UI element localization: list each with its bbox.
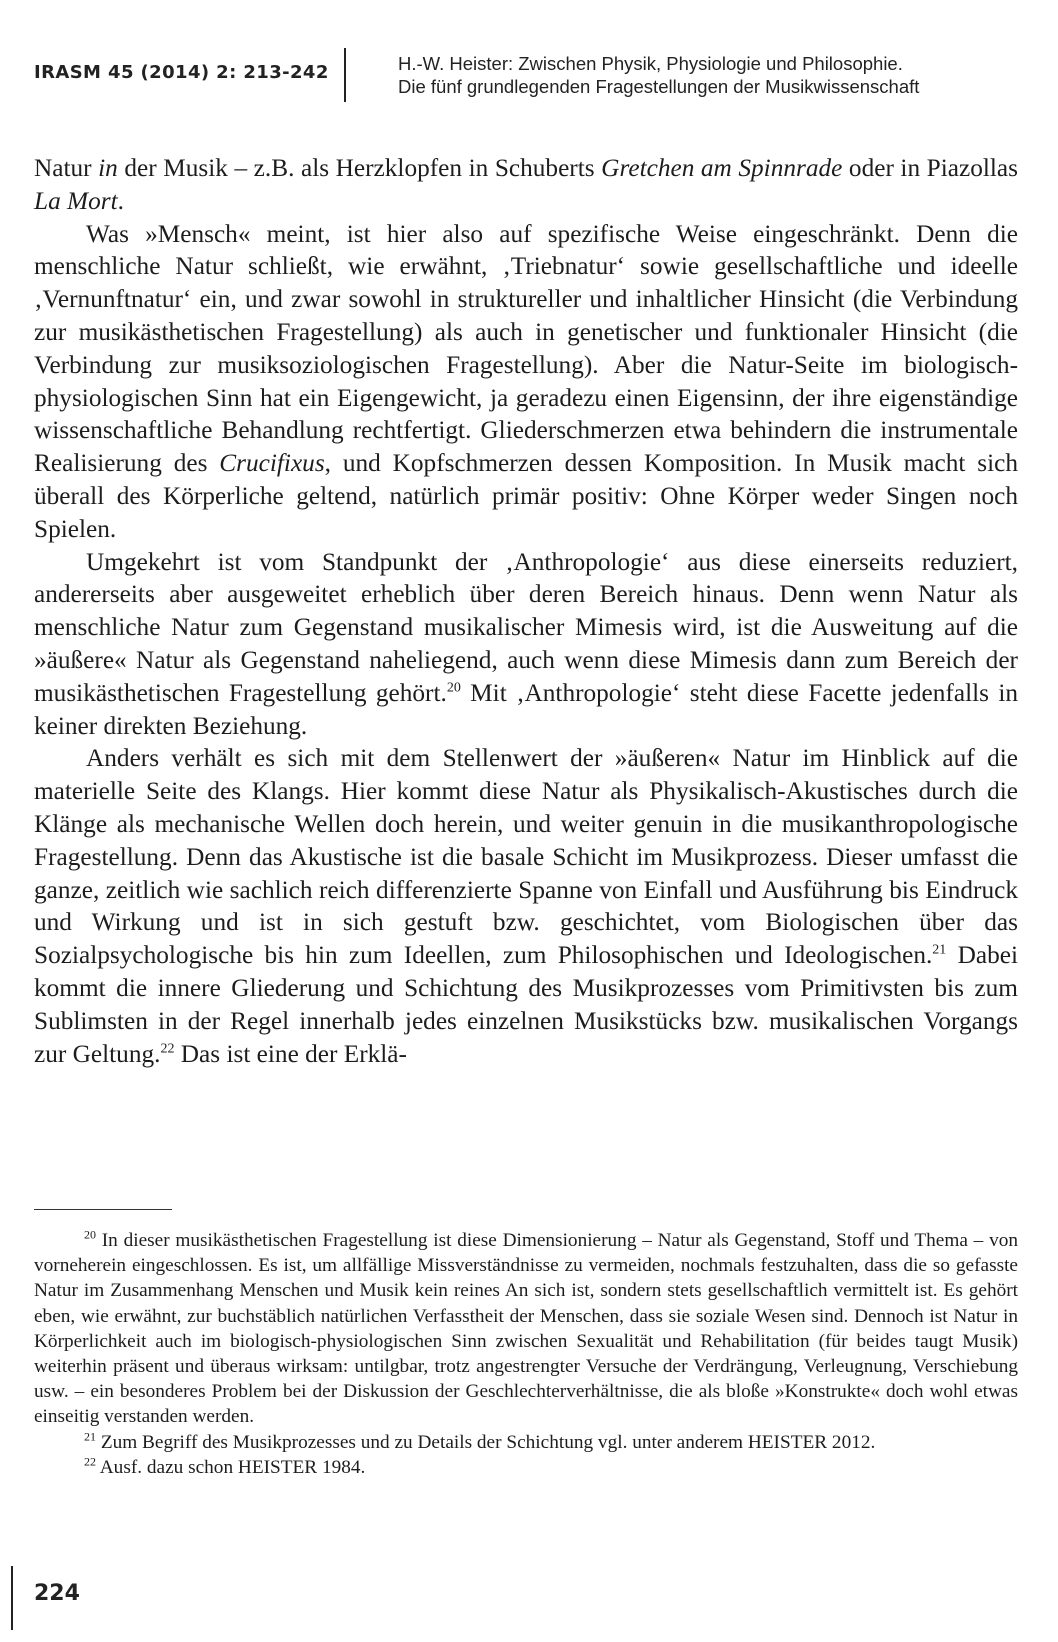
footnote-number: 20 xyxy=(84,1227,96,1242)
paragraph-3: Umgekehrt ist vom Standpunkt der ‚Anthropologie‘ aus diese einerseits reduziert, andererseits aber ausgeweitet erheblich über deren Bereich hinaus. Denn wenn Natur als menschliche Natur zum Gegenstand musikalischer Mimesis wird, ist die Ausweitung auf die »äußere« Natur als Gegenstand naheliegend, auch wenn diese Mimesis dann zum Bereich der musikästhetischen Fragestellung gehört.$^{20}$ Mit ‚Anthropologie‘ steht diese Facette jedenfalls in keiner direkten Beziehung. xyxy=(34,547,1019,740)
running-title-line-2: Die fünf grundlegenden Fragestellungen der Musikwissenschaft xyxy=(398,76,920,97)
paragraph-4: Anders verhält es sich mit dem Stellenwert der »äußeren« Natur im Hinblick auf die materielle Seite des Klangs. Hier kommt diese Natur als Physikalisch-Akustisches durch die Klänge als mechanische Wellen doch herein, und weiter genuin in die musikanthropologische Fragestellung. Denn das Akustische ist die basale Schicht im Musikprozess. Dieser umfasst die ganze, zeitlich wie sachlich reich differenzierte Spanne von Einfall und Ausführung bis Eindruck und Wirkung und ist in sich gestuft bzw. geschichtet, vom Biologischen über das Sozialpsychologische bis hin zum Ideellen, zum Philosophischen und Ideologischen.$^{21}$ Dabei kommt die innere Gliederung und Schichtung des Musikprozesses vom Primitivsten bis zum Sublimsten in der Regel innerhalb jedes einzelnen Musikstücks bzw. musikalischen Vorgangs zur Geltung.$^{22}$ Das ist eine der Erklä- xyxy=(34,744,1018,1068)
work-title-crucifixus: Crucifixus xyxy=(219,449,325,478)
emphasis-in: in xyxy=(98,154,118,182)
journal-reference: IRASM 45 (2014) 2: 213-242 xyxy=(34,62,329,83)
footnote-text: Ausf. dazu schon HEISTER 1984. xyxy=(96,1456,366,1478)
footnote-20 xyxy=(34,1228,1018,1430)
page-number: 224 xyxy=(34,1581,80,1606)
footnote-22 xyxy=(34,1455,1018,1480)
footnote-ref-20[interactable]: 20 xyxy=(446,680,461,696)
header-divider xyxy=(344,48,346,102)
work-title-la-mort: La Mort xyxy=(34,186,118,215)
paragraph-2: Was »Mensch« meint, ist hier also auf spezifische Weise eingeschränkt. Denn die menschliche Natur schließt, wie erwähnt, ‚Triebnatur‘ sowie gesellschaftliche und ideelle ‚Vernunftnatur‘ ein, und zwar sowohl in struktureller und inhaltlicher Hinsicht (die Verbindung zur musikästhetischen Fragestellung) als auch in genetischer und funktionaler Hinsicht (die Verbindung zur musiksoziologischen Fragestellung). Aber die Natur-Seite im biologisch-physiologischen Sinn hat ein Eigengewicht, ja geradezu einen Eigensinn, der ihre eigenständige wissenschaftliche Behandlung rechtfertigt. Gliederschmerzen etwa behindern die instrumentale Realisierung des Crucifixus, und Kopfschmerzen dessen Komposition. In Musik macht sich überall des Körperliche geltend, natürlich primär positiv: Ohne Körper weder Singen noch Spielen. xyxy=(34,219,1018,543)
page-number-rule xyxy=(11,1566,13,1630)
footnote-21 xyxy=(34,1430,1018,1455)
running-title xyxy=(398,52,1038,98)
paragraph-1: Natur in der Musik – z.B. als Herzklopfen in Schuberts Gretchen am Spinnrade oder in Piazollas La Mort. xyxy=(34,154,1018,215)
footnote-text: Zum Begriff des Musikprozesses und zu Details der Schichtung vgl. unter anderem HEISTER 2012. xyxy=(96,1431,876,1453)
running-title-line-1: H.-W. Heister: Zwischen Physik, Physiologie und Philosophie. xyxy=(398,53,903,74)
footnote-ref-21[interactable]: 21 xyxy=(932,942,947,958)
footnote-number: 22 xyxy=(84,1454,96,1469)
page-header xyxy=(0,0,1058,150)
footnote-number: 21 xyxy=(84,1429,96,1444)
footnote-text: In dieser musikästhetischen Fragestellung ist diese Dimensionierung – Natur als Gegenstand, Stoff und Thema – von vorneherein eingeschlossen. Es ist, um allfällige Missverständnisse zu vermeiden, nochmals festzuhalten, dass die so gefasste Natur im Zusammenhang Menschen und Musik kein reines An sich ist, sondern stets gesellschaftlich vermittelt ist. Es gehört eben, wie erwähnt, zur buchstäblich natürlichen Verfasstheit der Menschen, dass sie soziale Wesen sind. Dennoch ist Natur in Körperlichkeit auch im biologisch-physiologischen Sinn zwischen Sexualität und Rehabilitation (für beides taugt Musik) weiterhin präsent und überaus wirksam: untilgbar, trotz angestrengter Versuche der Verdrängung, Verleugnung, Verschiebung usw. – ein besonderes Problem bei der Diskussion der Geschlechterverhältnisse, die als bloße »Konstrukte« doch wohl etwas einseitig verstanden werden. xyxy=(34,1230,1018,1428)
body-text xyxy=(34,152,1018,1070)
footnotes xyxy=(34,1228,1018,1480)
footnote-separator xyxy=(34,1209,172,1210)
work-title-gretchen: Gretchen am Spinnrade xyxy=(601,154,843,182)
footnote-ref-22[interactable]: 22 xyxy=(160,1041,175,1057)
